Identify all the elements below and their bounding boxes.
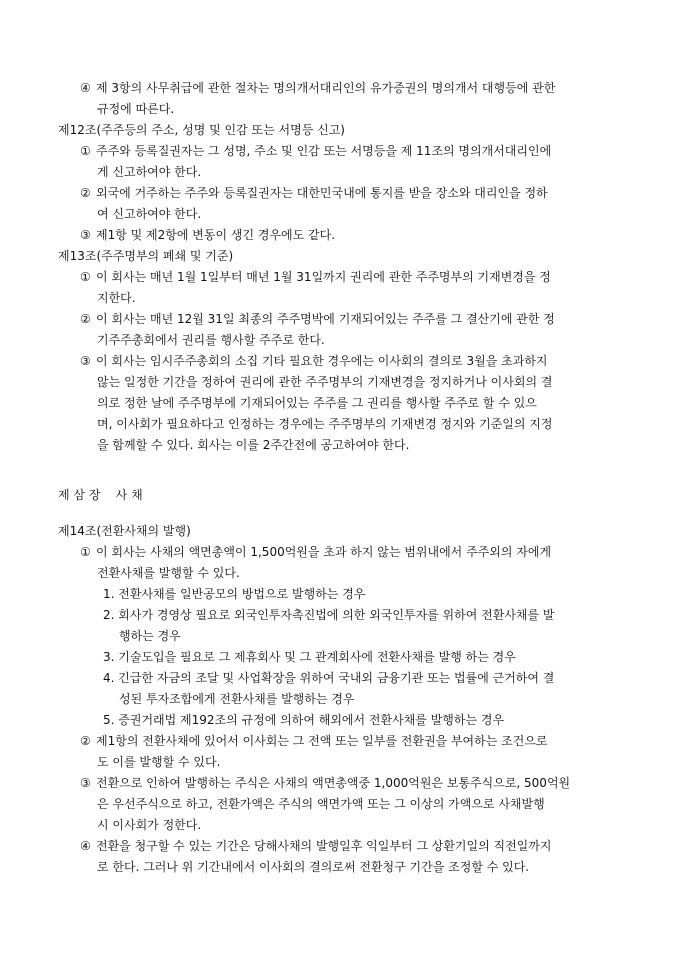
item-marker: ③ [80, 776, 91, 790]
item-marker: ① [80, 270, 91, 284]
article-14-subitem-4-line-2: 성된 투자조합에게 전환사채를 발행하는 경우 [119, 692, 355, 706]
article-14-item-4-line-1: ④ 전환을 청구할 수 있는 기간은 당해사채의 발행일후 익일부터 그 상환기일의 직전일까지 [80, 839, 552, 853]
item-marker: ④ [80, 839, 91, 853]
article-12-item-3-line-1: ③ 제1항 및 제2항에 변동이 생긴 경우에도 같다. [80, 228, 336, 242]
item-marker: ② [80, 186, 91, 200]
article-14-item-2-line-1: ② 제1항의 전환사채에 있어서 이사회는 그 전액 또는 일부를 전환권을 부여하는 조건으로 [80, 734, 548, 748]
article-13-item-3-line-1: ③ 이 회사는 임시주주총회의 소집 기타 필요한 경우에는 이사회의 결의로 3월을 초과하지 [80, 354, 548, 368]
chapter-3-heading: 제 삼 장 사 채 [58, 488, 143, 502]
article-13-item-3-line-3: 의로 정한 날에 주주명부에 기재되어있는 주주를 그 권리를 행사할 주주로 할 수 있으 [97, 396, 537, 410]
article-13-title: 제13조(주주명부의 폐쇄 및 기준) [58, 249, 234, 263]
article-13-item-1-line-1: ① 이 회사는 매년 1월 1일부터 매년 1월 31일까지 권리에 관한 주주명부의 기재변경을 정 [80, 270, 551, 284]
article-12-title: 제12조(주주등의 주소, 성명 및 인감 또는 서명등 신고) [58, 123, 345, 137]
article-13-item-3-line-4: 며, 이사회가 필요하다고 인정하는 경우에는 주주명부의 기재변경 정지와 기준일의 지정 [97, 417, 553, 431]
article-14-subitem-2-line-2: 행하는 경우 [119, 629, 181, 643]
article-13-item-1-line-2: 지한다. [97, 291, 136, 305]
article-14-item-2-line-2: 도 이를 발행할 수 있다. [97, 755, 221, 769]
item-marker: ② [80, 312, 91, 326]
article-12-item-1-line-2: 게 신고하여야 한다. [97, 165, 202, 179]
article-12-item-2-line-1: ② 외국에 거주하는 주주와 등록질권자는 대한민국내에 통지를 받을 장소와 대리인을 정하 [80, 186, 548, 200]
article-13-item-2-line-1: ② 이 회사는 매년 12월 31일 최종의 주주명박에 기재되어있는 주주를 그 결산기에 관한 정 [80, 312, 555, 326]
article-13-item-2-line-2: 기주주총회에서 권리를 행사할 주주로 한다. [97, 333, 325, 347]
item-marker: ② [80, 734, 91, 748]
item-marker: ③ [80, 228, 91, 242]
article-14-item-1-line-1: ① 이 회사는 사채의 액면총액이 1,500억원을 초과 하지 않는 범위내에서 주주외의 자에게 [80, 545, 552, 559]
article-14-subitem-4-line-1: 4. 긴급한 자금의 조달 및 사업확장을 위하여 국내외 금융기관 또는 법률에 근거하여 결 [103, 671, 555, 685]
article-14-item-3-line-1: ③ 전환으로 인하여 발행하는 주식은 사채의 액면총액중 1,000억원은 보통주식으로, 500억원 [80, 776, 571, 790]
article-14-title: 제14조(전환사채의 발행) [58, 524, 191, 538]
article-14-item-4-line-2: 로 한다. 그러나 위 기간내에서 이사회의 결의로써 전환청구 기간을 조정할 수 있다. [97, 860, 530, 874]
item-4-line-1: ④ 제 3항의 사무취급에 관한 절차는 명의개서대리인의 유가증권의 명의개서 대행등에 관한 [80, 81, 556, 95]
article-14-item-3-line-3: 시 이사회가 정한다. [97, 818, 202, 832]
article-14-subitem-2-line-1: 2. 회사가 경영상 필요로 외국인투자촉진법에 의한 외국인투자를 위하여 전환사채를 발 [103, 608, 555, 622]
item-marker: ① [80, 545, 91, 559]
item-marker: ③ [80, 354, 91, 368]
item-marker: ④ [80, 81, 91, 95]
article-14-subitem-5: 5. 증권거래법 제192조의 규정에 의하여 해외에서 전환사채를 발행하는 경우 [103, 713, 505, 727]
item-marker: ① [80, 144, 91, 158]
article-12-item-1-line-1: ① 주주와 등록질권자는 그 성명, 주소 및 인감 또는 서명등을 제 11조의 명의개서대리인에 [80, 144, 552, 158]
article-13-item-3-line-5: 을 함께할 수 있다. 회사는 이를 2주간전에 공고하여야 한다. [97, 438, 410, 452]
article-13-item-3-line-2: 않는 일정한 기간을 정하여 권리에 관한 주주명부의 기재변경을 정지하거나 이사회의 결 [97, 375, 553, 389]
article-14-subitem-1: 1. 전환사채를 일반공모의 방법으로 발행하는 경우 [103, 587, 366, 601]
article-14-item-3-line-2: 은 우선주식으로 하고, 전환가액은 주식의 액면가액 또는 그 이상의 가액으로 사채발행 [97, 797, 545, 811]
article-12-item-2-line-2: 여 신고하여야 한다. [97, 207, 202, 221]
article-14-item-1-line-2: 전환사채를 발행할 수 있다. [97, 566, 240, 580]
item-4-line-2: 규정에 따른다. [97, 102, 175, 116]
article-14-subitem-3: 3. 기술도입을 필요로 그 제휴회사 및 그 관계회사에 전환사채를 발행 하는 경우 [103, 650, 516, 664]
